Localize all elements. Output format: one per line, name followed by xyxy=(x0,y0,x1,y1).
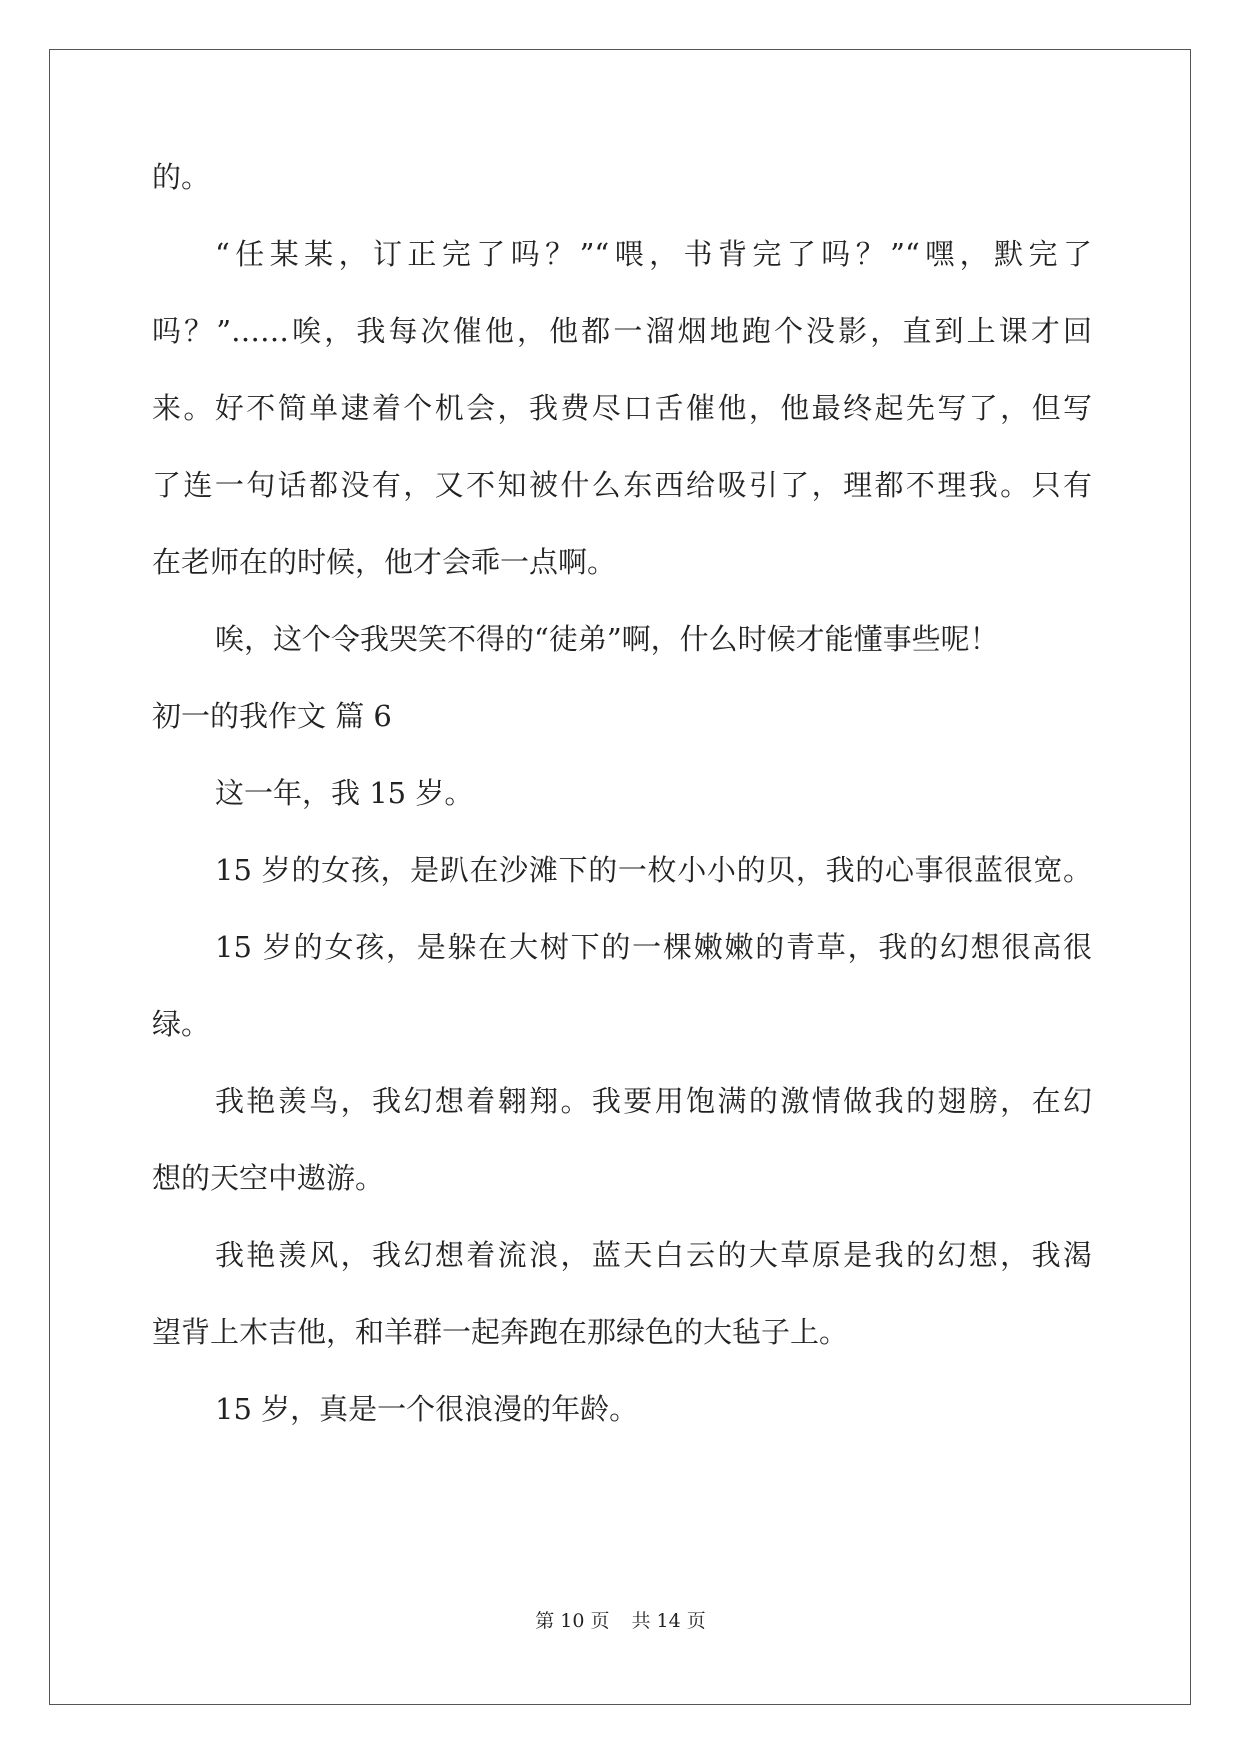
text-line: 绿。 xyxy=(152,1007,211,1041)
text-line: 想的天空中遨游。 xyxy=(152,1161,385,1195)
page-total: 共 14 页 xyxy=(631,1610,706,1632)
page-number: 第 10 页 xyxy=(535,1610,610,1632)
text-line: 在老师在的时候，他才会乖一点啊。 xyxy=(152,545,617,579)
text-line: 我艳羡鸟，我幻想着翱翔。我要用饱满的激情做我的翅膀，在幻 xyxy=(215,1084,1092,1118)
text-line: 我艳羡风，我幻想着流浪，蓝天白云的大草原是我的幻想，我渴 xyxy=(215,1238,1092,1272)
text-line: 望背上木吉他，和羊群一起奔跑在那绿色的大毡子上。 xyxy=(152,1315,849,1349)
text-line: 吗？”……唉，我每次催他，他都一溜烟地跑个没影，直到上课才回 xyxy=(152,314,1092,348)
text-line: 唉，这个令我哭笑不得的“徒弟”啊，什么时候才能懂事些呢！ xyxy=(215,622,999,656)
text-line: 这一年，我 15 岁。 xyxy=(215,776,474,810)
text-line: 了连一句话都没有，又不知被什么东西给吸引了，理都不理我。只有 xyxy=(152,468,1092,502)
text-line: “任某某，订正完了吗？”“喂，书背完了吗？”“嘿，默完了 xyxy=(215,237,1092,271)
text-line: 15 岁的女孩，是趴在沙滩下的一枚小小的贝，我的心事很蓝很宽。 xyxy=(215,853,1092,887)
text-line: 的。 xyxy=(152,160,211,194)
text-line: 15 岁的女孩，是躲在大树下的一棵嫩嫩的青草，我的幻想很高很 xyxy=(215,930,1092,964)
text-line: 15 岁，真是一个很浪漫的年龄。 xyxy=(215,1392,639,1426)
section-heading: 初一的我作文 篇 6 xyxy=(152,699,392,733)
text-line: 来。好不简单逮着个机会，我费尽口舌催他，他最终起先写了，但写 xyxy=(152,391,1092,425)
page-footer xyxy=(0,1608,1241,1634)
